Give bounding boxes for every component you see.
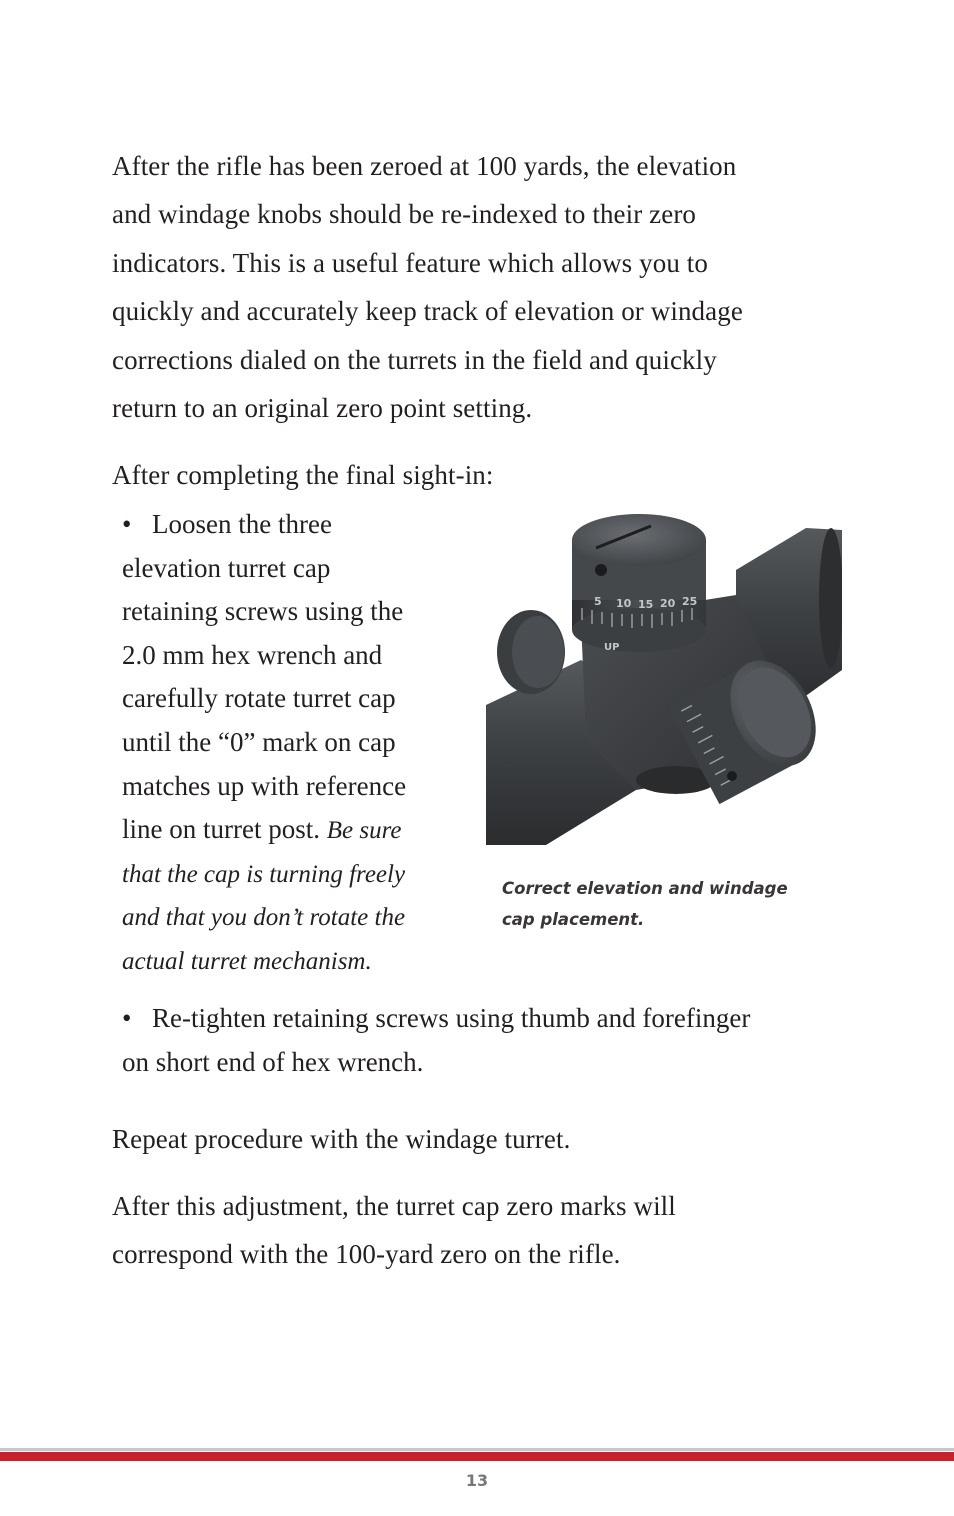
intro-line: After the rifle has been zeroed at 100 yards, the elevation — [112, 151, 737, 181]
bullet-marker: • — [122, 1003, 132, 1033]
footer-rule-red — [0, 1452, 954, 1461]
intro-line: indicators. This is a useful feature which allows you to — [112, 247, 708, 278]
closing-line: After this adjustment, the turret cap zero marks will — [112, 1191, 676, 1221]
page-number: 13 — [465, 1471, 489, 1490]
turret-photo — [486, 500, 842, 845]
bullet-text: 2.0 mm hex wrench and — [122, 639, 383, 670]
caption-line: Correct elevation and windage — [502, 879, 788, 898]
up-label: UP — [604, 642, 620, 653]
bullet-text: on short end of hex wrench. — [122, 1046, 424, 1077]
intro-line: and windage knobs should be re-indexed to their zero — [112, 199, 697, 230]
intro-line: return to an original zero point setting. — [112, 393, 533, 424]
bullet-text: matches up with reference — [122, 770, 407, 801]
closing-line: correspond with the 100-yard zero on the rifle. — [112, 1239, 621, 1270]
bullet-item-retighten-screws — [122, 997, 842, 1084]
bullet-item-loosen-screws — [122, 503, 462, 984]
dial-label: 15 — [638, 598, 654, 611]
dial-label: 20 — [660, 597, 676, 610]
figure-caption — [502, 873, 812, 935]
footer-rule-gray — [0, 1448, 954, 1451]
intro-paragraph — [112, 142, 832, 432]
bullet-text: retaining screws using the — [122, 596, 404, 627]
caption-line: cap placement. — [502, 910, 645, 929]
dial-label: 5 — [594, 595, 602, 608]
bullet-text: until the “0” mark on cap — [122, 726, 396, 757]
lead-paragraph: After completing the final sight-in: — [112, 460, 494, 490]
dial-label: 25 — [682, 595, 698, 608]
bullet-note: that the cap is turning freely — [122, 860, 406, 888]
bullet-note: actual turret mechanism. — [122, 947, 372, 975]
bullet-note: Be sure — [326, 817, 402, 845]
bullet-text: elevation turret cap — [122, 552, 331, 583]
bullet-note: and that you don’t rotate the — [122, 904, 406, 932]
closing-paragraph — [112, 1182, 832, 1279]
bullet-marker: • — [122, 509, 132, 539]
bullet-text: carefully rotate turret cap — [122, 683, 396, 714]
repeat-paragraph: Repeat procedure with the windage turret. — [112, 1124, 571, 1154]
bullet-text: Loosen the three — [152, 509, 332, 539]
intro-line: quickly and accurately keep track of elevation or windage — [112, 296, 743, 327]
bullet-text: Re-tighten retaining screws using thumb and forefinger — [152, 1003, 751, 1033]
dial-label: 10 — [616, 597, 632, 610]
intro-line: corrections dialed on the turrets in the field and quickly — [112, 344, 717, 375]
bullet-text: line on turret post. — [122, 814, 320, 845]
